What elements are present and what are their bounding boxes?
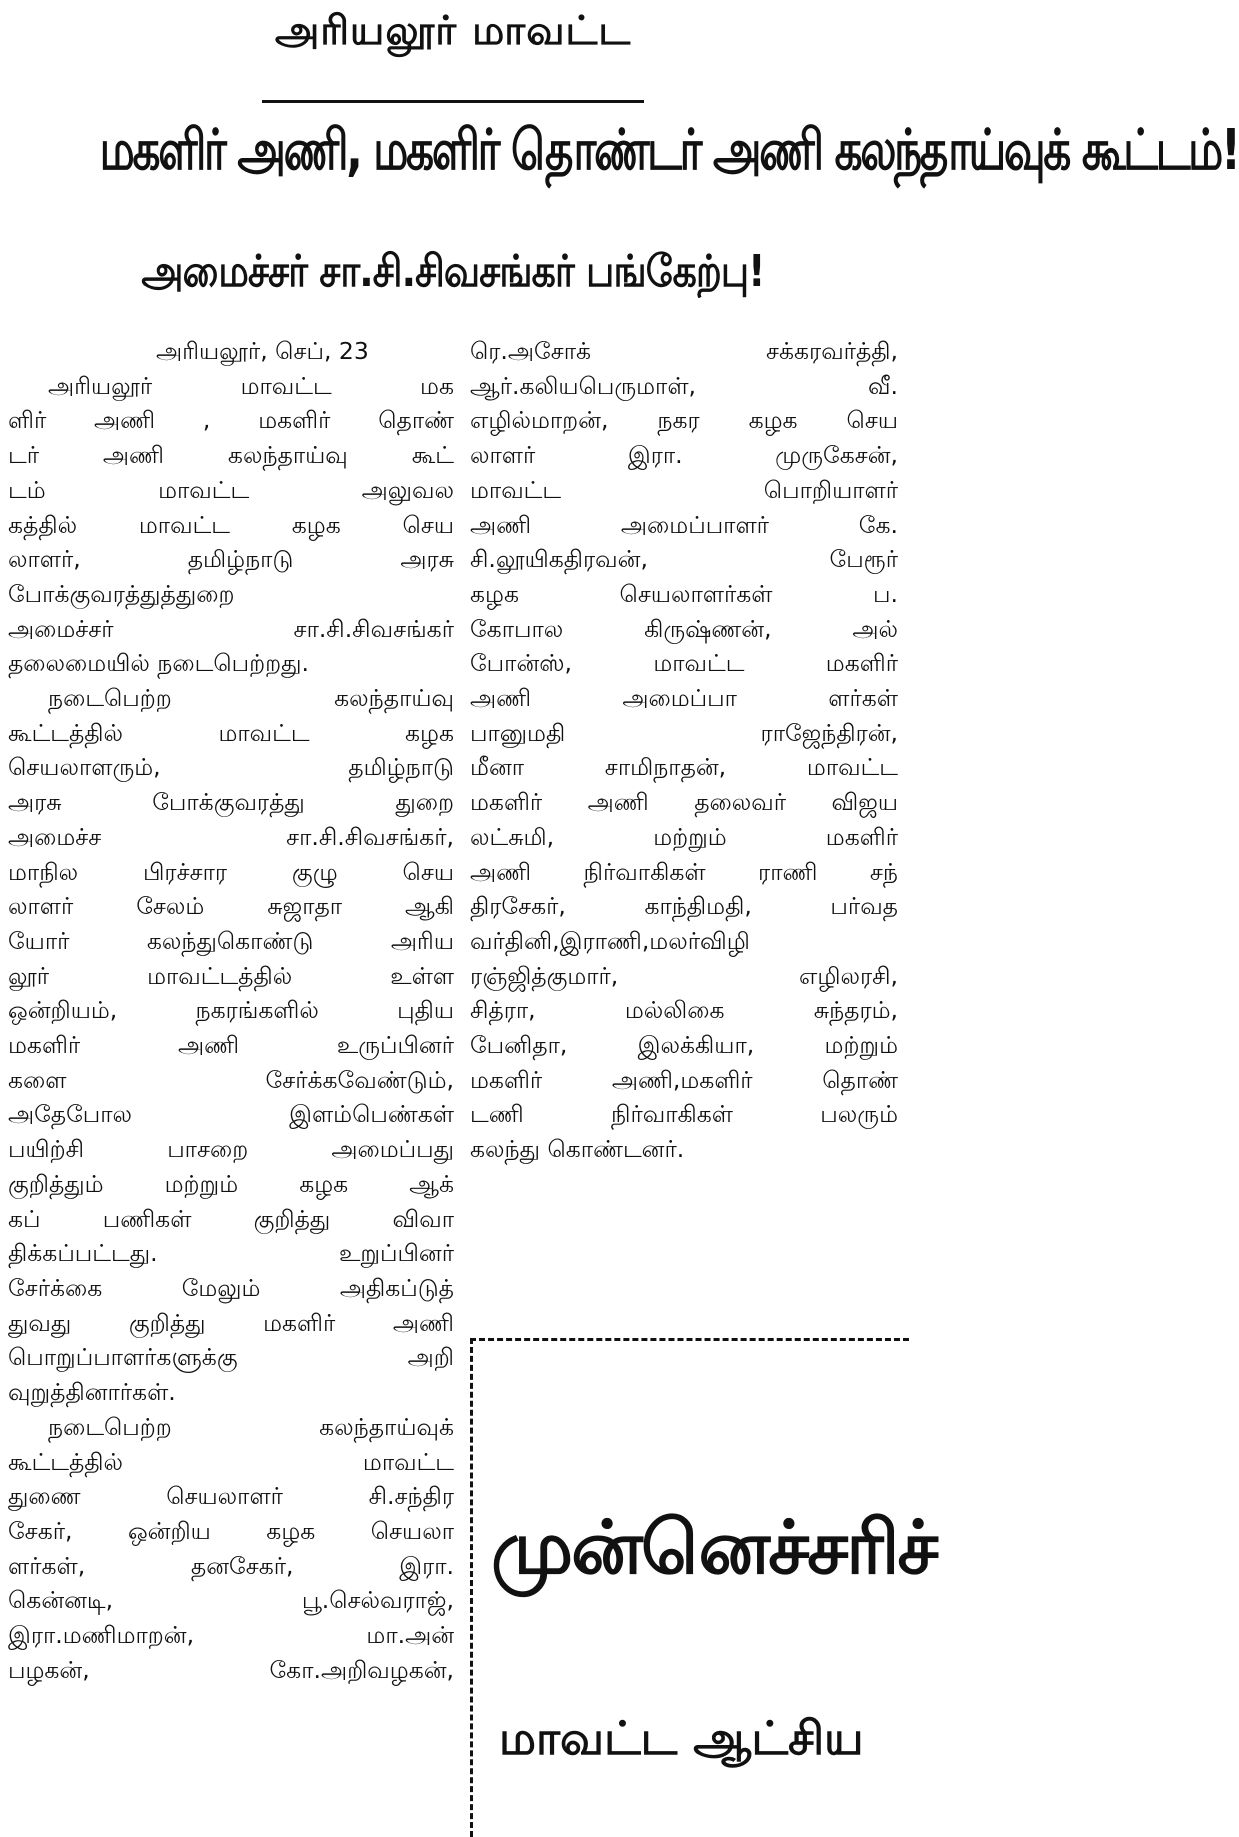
- column-line: துணை செயலாளர் சி.சந்திர: [8, 1482, 454, 1511]
- column-line: கப் பணிகள் குறித்து விவா: [8, 1204, 454, 1233]
- column-line: ளர்கள், தனசேகர், இரா.: [8, 1551, 454, 1580]
- column-line: டணி நிர்வாகிகள் பலரும்: [470, 1100, 898, 1129]
- column-line: மாநில பிரச்சார குழு செய: [8, 857, 454, 886]
- column-line: லட்சுமி, மற்றும் மகளிர்: [470, 822, 898, 851]
- column-line: நடைபெற்ற கலந்தாய்வுக்: [48, 1412, 454, 1441]
- column-line: அரசு போக்குவரத்து துறை: [8, 788, 454, 817]
- column-line: டம் மாவட்ட அலுவல: [8, 475, 454, 504]
- column-line: மாவட்ட பொறியாளர்: [470, 475, 898, 504]
- column-line: ஆர்.கலியபெருமாள், வீ.: [470, 371, 898, 400]
- column-line: லாளர் இரா. முருகேசன்,: [470, 441, 898, 470]
- column-line: சேகர், ஒன்றிய கழக செயலா: [8, 1516, 454, 1545]
- column-line: திரசேகர், காந்திமதி, பர்வத: [470, 892, 898, 921]
- left-column-body: [8, 369, 454, 1688]
- article-column-right: [470, 334, 898, 1167]
- column-line: அமைச்ச சா.சி.சிவசங்கர்,: [8, 822, 454, 851]
- column-line: கழக செயலாளர்கள் ப.: [470, 579, 898, 608]
- column-line: லாளர், தமிழ்நாடு அரசு: [8, 545, 454, 574]
- inset-medium-text: மாவட்ட ஆட்சிய: [499, 1711, 864, 1765]
- column-line: போன்ஸ், மாவட்ட மகளிர்: [470, 649, 898, 678]
- column-line: வுறுத்தினார்கள்.: [8, 1378, 176, 1407]
- column-line: பேனிதா, இலக்கியா, மற்றும்: [470, 1031, 898, 1060]
- column-line: பயிற்சி பாசறை அமைப்பது: [8, 1135, 454, 1164]
- inset-box: [470, 1338, 937, 1837]
- column-line: ளிர் அணி , மகளிர் தொண்: [8, 406, 454, 435]
- dateline: அரியலூர், செப், 23: [156, 337, 369, 365]
- column-line: லூர் மாவட்டத்தில் உள்ள: [8, 961, 454, 990]
- right-column-body: [470, 334, 898, 1167]
- column-line: டர் அணி கலந்தாய்வு கூட்: [8, 441, 454, 470]
- column-line: துவது குறித்து மகளிர் அணி: [8, 1308, 454, 1337]
- column-line: பழகன், கோ.அறிவழகன்,: [8, 1655, 454, 1684]
- column-line: நடைபெற்ற கலந்தாய்வு: [48, 684, 454, 713]
- column-line: அணி நிர்வாகிகள் ராணி சந்: [470, 857, 898, 886]
- subheadline: அமைச்சர் சா.சி.சிவசங்கர் பங்கேற்பு!: [141, 246, 765, 297]
- headline: மகளிர் அணி, மகளிர் தொண்டர் அணி கலந்தாய்வுக் கூட்டம்!: [99, 118, 1239, 183]
- column-line: வர்தினி,இராணி,மலர்விழி: [470, 926, 750, 955]
- column-line: கோபால கிருஷ்ணன், அல்: [470, 614, 898, 643]
- column-line: கத்தில் மாவட்ட கழக செய: [8, 510, 454, 539]
- column-line: மீனா சாமிநாதன், மாவட்ட: [470, 753, 898, 782]
- column-line: தலைமையில் நடைபெற்றது.: [8, 649, 309, 678]
- column-line: கூட்டத்தில் மாவட்ட கழக: [8, 718, 454, 747]
- column-line: ரஞ்ஜித்குமார், எழிலரசி,: [470, 961, 898, 990]
- column-line: திக்கப்பட்டது. உறுப்பினர்: [8, 1239, 454, 1268]
- column-line: செயலாளரும், தமிழ்நாடு: [8, 753, 454, 782]
- column-line: பானுமதி ராஜேந்திரன்,: [470, 718, 898, 747]
- column-line: அதேபோல இளம்பெண்கள்: [8, 1100, 454, 1129]
- column-line: மகளிர் அணி தலைவர் விஜய: [470, 788, 898, 817]
- column-line: அரியலூர் மாவட்ட மக: [48, 371, 454, 400]
- column-line: களை சேர்க்கவேண்டும்,: [8, 1065, 454, 1094]
- column-line: ஒன்றியம், நகரங்களில் புதிய: [8, 996, 454, 1025]
- column-line: குறித்தும் மற்றும் கழக ஆக்: [8, 1169, 454, 1198]
- column-line: ரெ.அசோக் சக்கரவர்த்தி,: [470, 337, 898, 365]
- column-line: எழில்மாறன், நகர கழக செய: [470, 406, 898, 435]
- article-column-left: [8, 334, 454, 1687]
- column-line: அணி அமைப்பா ளர்கள்: [470, 684, 898, 713]
- column-line: கூட்டத்தில் மாவட்ட: [8, 1447, 454, 1476]
- column-line: போக்குவரத்துத்துறை: [8, 579, 235, 608]
- column-line: மகளிர் அணி உருப்பினர்: [8, 1031, 454, 1060]
- kicker: அரியலூர் மாவட்ட: [274, 8, 632, 54]
- column-line: கலந்து கொண்டனர்.: [470, 1135, 685, 1164]
- column-line: லாளர் சேலம் சுஜாதா ஆகி: [8, 892, 454, 921]
- column-line: பொறுப்பாளர்களுக்கு அறி: [8, 1343, 454, 1372]
- inset-large-text: முன்னெச்சரிச்: [491, 1505, 937, 1591]
- column-line: மகளிர் அணி,மகளிர் தொண்: [470, 1065, 898, 1094]
- kicker-rule: [262, 100, 644, 103]
- column-line: சித்ரா, மல்லிகை சுந்தரம்,: [470, 996, 898, 1025]
- column-line: யோர் கலந்துகொண்டு அரிய: [8, 926, 454, 955]
- column-line: சேர்க்கை மேலும் அதிகப்டுத்: [8, 1273, 454, 1302]
- column-line: சி.லூயிகதிரவன், பேரூர்: [470, 545, 898, 574]
- column-line: அமைச்சர் சா.சி.சிவசங்கர்: [8, 614, 454, 643]
- column-line: இரா.மணிமாறன், மா.அன்: [8, 1621, 454, 1650]
- column-line: அணி அமைப்பாளர் கே.: [470, 510, 898, 539]
- column-line: கென்னடி, பூ.செல்வராஜ்,: [8, 1586, 454, 1615]
